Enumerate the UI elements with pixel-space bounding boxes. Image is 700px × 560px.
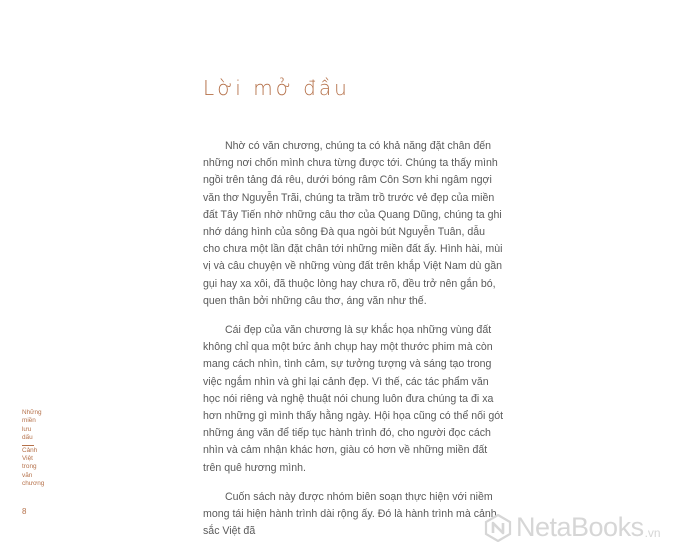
sidebar-line: lưu bbox=[22, 425, 32, 433]
sidebar-line: Cảnh bbox=[22, 446, 38, 454]
running-header-sidebar bbox=[22, 409, 62, 489]
sidebar-line: trong bbox=[22, 463, 37, 471]
paragraph-3: Cuốn sách này được nhóm biên soạn thực hiện với niềm mong tái hiện hành trình dài rộng ấy. Đó là hành trình mà cảnh sắc Việt đã bbox=[203, 490, 497, 538]
sidebar-divider bbox=[22, 445, 34, 446]
sidebar-line: chương bbox=[22, 480, 45, 488]
sidebar-line: Những bbox=[22, 409, 42, 416]
sidebar-line: miền bbox=[22, 417, 36, 425]
sidebar-line: văn bbox=[22, 471, 33, 479]
body-text bbox=[203, 138, 505, 552]
page-title: Lời mở đầu bbox=[203, 76, 350, 100]
paragraph-2: Cái đẹp của văn chương là sự khắc họa những vùng đất không chỉ qua một bức ảnh chụp hay một thước phim mà còn mang cách nhìn, tình cảm, sự tưởng tượng và sáng tạo trong việc ngắm nhìn và ghi lại cảnh đẹp. Vì thế, các tác phẩm văn học nói riêng và nghệ thuật nói chung luôn đưa chúng ta đi xa hơn những gì mình thấy hằng ngày. Hội họa cũng có thể nối gót những áng văn để tiếp tục hành trình đó, cho người đọc cách nhìn và cảm nhận khác hơn, giàu có hơn về những miền đất trên quê hương mình. bbox=[203, 324, 504, 474]
watermark bbox=[484, 512, 661, 543]
netabooks-logo-icon bbox=[484, 514, 512, 542]
paragraph-1: Nhờ có văn chương, chúng ta có khả năng đặt chân đến những nơi chốn mình chưa từng được tới. Chúng ta thấy mình ngồi trên tảng đá rêu, dưới bóng râm Côn Sơn khi ngâm ngợi văn thơ Nguyễn Trãi, chúng ta trầm trồ trước vẻ đẹp của miền đất Tây Tiến nhờ những câu thơ của Quang Dũng, chúng ta ghi nhớ dáng hình của sông Đà qua ngòi bút Nguyễn Tuân, dẫu cho chưa một lần đặt chân tới những miền đất ấy. Hình hài, mùi vị và câu chuyện về những vùng đất trên khắp Việt Nam dù gần gụi hay xa xôi, đã thuộc lòng hay chưa rõ, đều trở nên gắn bó, quen thân bởi những câu thơ, áng văn như thế. bbox=[203, 140, 503, 307]
watermark-brand: NetaBooks bbox=[516, 512, 644, 542]
sidebar-line: Việt bbox=[22, 455, 33, 463]
watermark-suffix: .vn bbox=[644, 525, 661, 540]
page-number: 8 bbox=[22, 507, 27, 516]
sidebar-line: dấu bbox=[22, 434, 33, 442]
